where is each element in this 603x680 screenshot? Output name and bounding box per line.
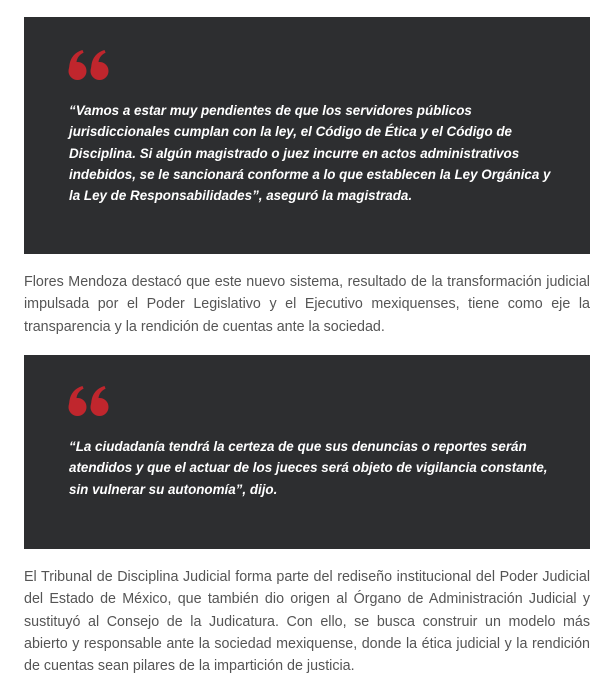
quote-mark-icon — [68, 385, 110, 417]
body-paragraph: Flores Mendoza destacó que este nuevo sistema, resultado de la transformación judicial impulsada por el Poder Legislativo y el Ejecutivo mexiquenses, tiene como eje la transparencia y la rendición de cuentas ante la sociedad. — [24, 274, 590, 335]
blockquote — [24, 17, 590, 254]
quote-text: “Vamos a estar muy pendientes de que los servidores públicos jurisdiccionales cumplan con la ley, el Código de Ética y el Código de Disciplina. Si algún magistrado o juez incurre en actos administrativos indebidos, se le sancionará conforme a lo que establecen la Ley Orgánica y la Ley de Responsabilidades”, aseguró la magistrada. — [69, 103, 551, 204]
quote-text: “La ciudadanía tendrá la certeza de que sus denuncias o reportes serán atendidos y que el actuar de los jueces será objeto de vigilancia constante, sin vulnerar su autonomía”, dijo. — [69, 439, 548, 497]
blockquote — [24, 355, 590, 549]
quote-mark-icon — [68, 49, 110, 81]
body-paragraph: El Tribunal de Disciplina Judicial forma parte del rediseño institucional del Poder Judicial del Estado de México, que también dio origen al Órgano de Administración Judicial y sustituyó al Consejo de la Judicatura. Con ello, se busca construir un modelo más abierto y responsable ante la sociedad mexiquense, donde la ética judicial y la rendición de cuentas sean pilares de la impartición de justicia. — [24, 569, 590, 675]
